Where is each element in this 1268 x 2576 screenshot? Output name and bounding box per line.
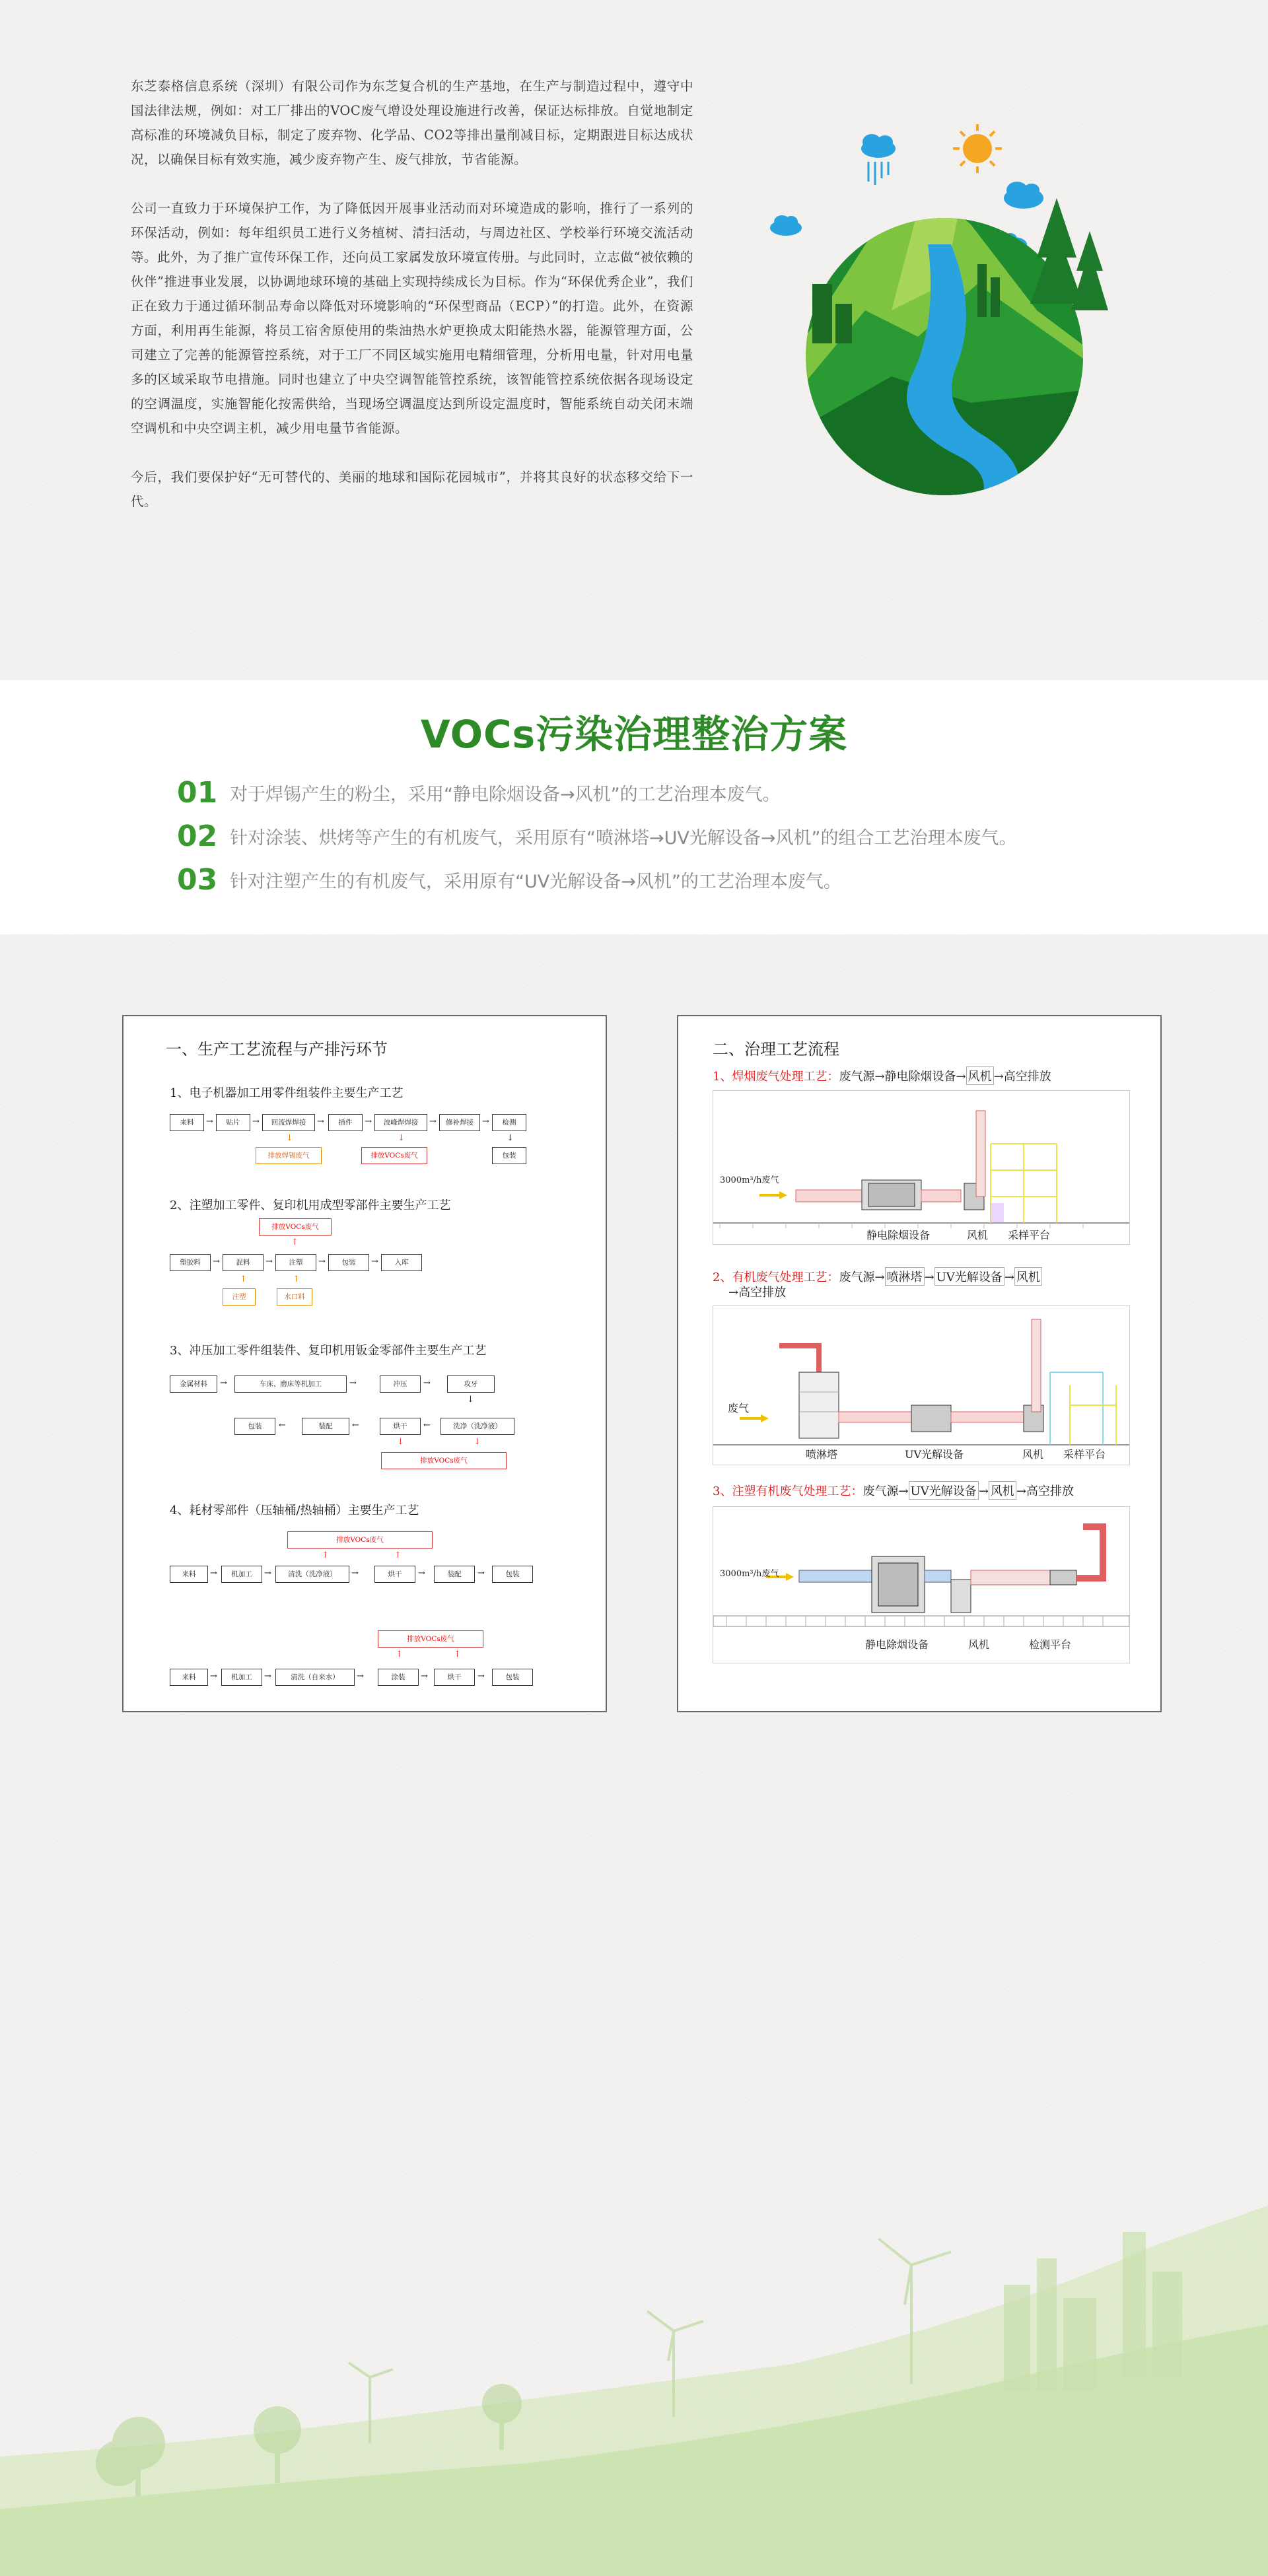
arrow-icon: → bbox=[365, 1117, 372, 1127]
arrow-icon: → bbox=[213, 1257, 220, 1267]
flow-step: 来料 bbox=[170, 1566, 208, 1583]
flow-step: 混料 bbox=[223, 1254, 264, 1271]
arrow-icon: ↑ bbox=[396, 1650, 403, 1659]
flow-node: 风机 bbox=[966, 1066, 994, 1085]
arrow-icon: ↓ bbox=[474, 1437, 481, 1447]
flow-node: 静电除烟设备 bbox=[884, 1070, 956, 1084]
arrow-icon: ← bbox=[279, 1420, 286, 1430]
treatment-label: 3、注塑有机废气处理工艺： bbox=[713, 1484, 863, 1498]
flow-node: UV光解设备 bbox=[909, 1481, 979, 1500]
flow-step: 攻牙 bbox=[447, 1375, 495, 1393]
equipment-label: 采样平台 bbox=[1008, 1229, 1051, 1241]
flow-step: 包装 bbox=[492, 1669, 533, 1686]
plan-text: 针对注塑产生的有机废气，采用原有“UV光解设备→风机”的工艺治理本废气。 bbox=[230, 871, 841, 892]
arrow-icon: → bbox=[418, 1568, 425, 1578]
flow-node: 风机 bbox=[1014, 1267, 1042, 1286]
arrow-icon: ↑ bbox=[454, 1650, 461, 1659]
emission-box: 排放焊锡废气 bbox=[256, 1147, 322, 1164]
arrow-icon: → bbox=[220, 1378, 227, 1388]
intro-paragraph: 东芝泰格信息系统（深圳）有限公司作为东芝复合机的生产基地，在生产与制造过程中，遵守中国法律法规，例如：对工厂排出的VOC废气增设处理设施进行改善，保证达标排放。自觉地制定高标准的环境减负目标，制定了废弃物、化学品、CO2等排出量削减目标，定期跟进目标达成状况，以确保目标有效实施，减少废弃物产生、废气排放，节省能源。 bbox=[131, 79, 693, 167]
arrow-icon: → bbox=[357, 1671, 364, 1681]
flow-step: 烘干 bbox=[374, 1566, 415, 1583]
equipment-label: UV光解设备 bbox=[905, 1448, 964, 1461]
arrow-icon: ↓ bbox=[398, 1133, 405, 1143]
arrow-icon: → bbox=[264, 1671, 271, 1681]
flow-step: 机加工 bbox=[221, 1669, 262, 1686]
flow-node: 高空排放 bbox=[738, 1286, 787, 1300]
arrow-icon: → bbox=[371, 1257, 378, 1267]
arrow-icon: → bbox=[317, 1117, 324, 1127]
arrow-icon: → bbox=[318, 1257, 326, 1267]
arrow-icon: → bbox=[264, 1568, 271, 1578]
plan-number: 01 bbox=[177, 775, 218, 810]
flow-node: 废气源 bbox=[839, 1070, 875, 1084]
plan-item bbox=[177, 860, 841, 899]
flow-step: 检测 bbox=[492, 1114, 526, 1131]
sun-icon bbox=[953, 124, 1002, 173]
flow-step: 冲压 bbox=[380, 1375, 421, 1393]
equipment-label: 静电除烟设备 bbox=[866, 1229, 931, 1241]
arrow-icon: → bbox=[421, 1671, 428, 1681]
arrow-icon: ↓ bbox=[507, 1133, 514, 1143]
equipment-label: 检测平台 bbox=[1029, 1638, 1072, 1651]
process-title: 2、注塑加工零件、复印机用成型零部件主要生产工艺 bbox=[170, 1199, 451, 1212]
arrow-icon: → bbox=[993, 1070, 1004, 1084]
flow-step: 波峰焊焊接 bbox=[374, 1114, 427, 1131]
flow-node: 高空排放 bbox=[1026, 1484, 1074, 1498]
flow-step: 包装 bbox=[492, 1566, 533, 1583]
arrow-icon: → bbox=[1016, 1484, 1026, 1498]
flow-step: 贴片 bbox=[216, 1114, 250, 1131]
flow-step: 来料 bbox=[170, 1669, 208, 1686]
plan-text: 对于焊锡产生的粉尘，采用“静电除烟设备→风机”的工艺治理本废气。 bbox=[230, 784, 781, 805]
flow-step: 烘干 bbox=[434, 1669, 475, 1686]
equipment-label: 风机 bbox=[968, 1638, 990, 1651]
cloud-icon bbox=[1004, 182, 1043, 209]
cloud-icon bbox=[861, 134, 896, 185]
treatment-process-panel bbox=[677, 1015, 1162, 1712]
flow-step: 车床、磨床等机加工 bbox=[234, 1375, 347, 1393]
arrow-icon: → bbox=[252, 1117, 260, 1127]
arrow-icon: ↑ bbox=[322, 1550, 329, 1560]
airflow-label: 废气 bbox=[728, 1402, 750, 1414]
arrow-icon: → bbox=[477, 1671, 485, 1681]
vocs-plan-section bbox=[0, 680, 1268, 934]
plan-number: 03 bbox=[177, 862, 218, 897]
arrow-icon: → bbox=[482, 1117, 489, 1127]
airflow-label: 3000m³/h废气 bbox=[720, 1569, 779, 1579]
arrow-icon: ↓ bbox=[467, 1395, 474, 1405]
arrow-icon: ↑ bbox=[293, 1274, 300, 1284]
emission-box: 排放VOCs废气 bbox=[361, 1147, 427, 1164]
equipment-label: 喷淋塔 bbox=[806, 1448, 838, 1461]
arrow-icon: → bbox=[349, 1378, 357, 1388]
intro-paragraph: 今后，我们要保护好“无可替代的、美丽的地球和国际花园城市”，并将其良好的状态移交给下一代。 bbox=[131, 470, 693, 509]
arrow-icon: → bbox=[728, 1286, 739, 1300]
arrow-icon: → bbox=[924, 1271, 934, 1284]
arrow-icon: → bbox=[956, 1070, 966, 1084]
arrow-icon: → bbox=[898, 1484, 909, 1498]
arrow-icon: → bbox=[874, 1271, 885, 1284]
arrow-icon: → bbox=[210, 1568, 217, 1578]
plan-item bbox=[177, 773, 781, 812]
arrow-icon: ↑ bbox=[240, 1274, 247, 1284]
flow-step: 包装 bbox=[234, 1418, 275, 1435]
process-title: 4、耗材零部件（压轴桶/热轴桶）主要生产工艺 bbox=[170, 1504, 419, 1517]
flow-step: 烘干 bbox=[380, 1418, 421, 1435]
flow-step: 包装 bbox=[328, 1254, 369, 1271]
arrow-icon: → bbox=[206, 1117, 213, 1127]
emission-box: 排放VOCs废气 bbox=[287, 1531, 433, 1549]
flow-node: 废气源 bbox=[839, 1271, 875, 1284]
arrow-icon: → bbox=[874, 1070, 885, 1084]
tree-icon bbox=[1030, 198, 1108, 310]
flow-step: 清洗（洗净液） bbox=[275, 1566, 349, 1583]
arrow-icon: → bbox=[978, 1484, 989, 1498]
arrow-icon: → bbox=[477, 1568, 485, 1578]
landscape-silhouette bbox=[0, 2166, 1268, 2576]
panel-title: 一、生产工艺流程与产排污环节 bbox=[166, 1040, 388, 1059]
flow-step: 塑胶料 bbox=[170, 1254, 211, 1271]
plan-text: 针对涂装、烘烤等产生的有机废气，采用原有“喷淋塔→UV光解设备→风机”的组合工艺治理本废气。 bbox=[230, 827, 1017, 849]
arrow-icon: ← bbox=[352, 1420, 359, 1430]
equipment-label: 风机 bbox=[1022, 1448, 1044, 1461]
arrow-icon: → bbox=[265, 1257, 273, 1267]
green-earth-illustration bbox=[759, 112, 1143, 508]
arrow-icon: → bbox=[351, 1568, 359, 1578]
flow-node: 喷淋塔 bbox=[885, 1267, 925, 1286]
flow-step: 修补焊接 bbox=[439, 1114, 480, 1131]
emission-box: 排放VOCs废气 bbox=[259, 1218, 332, 1236]
flow-step: 插件 bbox=[328, 1114, 363, 1131]
flow-step: 来料 bbox=[170, 1114, 204, 1131]
arrow-icon: ↓ bbox=[286, 1133, 293, 1143]
process-title: 1、电子机器加工用零件组装件主要生产工艺 bbox=[170, 1086, 404, 1100]
arrow-icon: ↓ bbox=[397, 1437, 404, 1447]
arrow-icon: → bbox=[1004, 1271, 1014, 1284]
intro-text bbox=[131, 74, 693, 538]
treatment-diagram bbox=[713, 1506, 1130, 1663]
flow-step: 洗净（洗净液） bbox=[440, 1418, 514, 1435]
equipment-label: 风机 bbox=[967, 1229, 989, 1241]
flow-step: 金属材料 bbox=[170, 1375, 217, 1393]
equipment-drawing bbox=[713, 1091, 1129, 1244]
flow-step: 装配 bbox=[302, 1418, 349, 1435]
flow-node: 高空排放 bbox=[1003, 1070, 1051, 1084]
airflow-label: 3000m³/h废气 bbox=[720, 1175, 779, 1185]
flow-step: 注塑 bbox=[275, 1254, 316, 1271]
treatment-flow-line bbox=[713, 1066, 1051, 1085]
flow-step: 机加工 bbox=[221, 1566, 262, 1583]
flow-step: 清洗（自来水） bbox=[275, 1669, 355, 1686]
flow-step: 入库 bbox=[381, 1254, 422, 1271]
production-process-panel bbox=[122, 1015, 607, 1712]
flow-step: 装配 bbox=[434, 1566, 475, 1583]
treatment-flow-line bbox=[728, 1283, 786, 1300]
equipment-label: 静电除烟设备 bbox=[865, 1638, 929, 1651]
process-title: 3、冲压加工零件组装件、复印机用钣金零部件主要生产工艺 bbox=[170, 1344, 487, 1358]
input-box: 水口料 bbox=[277, 1288, 312, 1305]
intro-paragraph: 公司一直致力于环境保护工作，为了降低因开展事业活动而对环境造成的影响，推行了一系列的环保活动，例如：每年组织员工进行义务植树、清扫活动，与周边社区、学校举行环境交流活动等。此外，为了推广宣传环保工作，还向员工家属发放环境宣传册。与此同时，立志做“被依赖的伙伴”推进事业发展，以协调地球环境的基础上实现持续成长为目标。作为“环保优秀企业”，我们正在致力于通过循环制品寿命以降低对环境影响的“环保型商品（ECP）”的打造。此外，在资源方面，利用再生能源，将员工宿舍原使用的柴油热水炉更换成太阳能热水器，能源管理方面，公司建立了完善的能源管控系统，对于工厂不同区域实施用电精细管理，分析用电量，针对用电量多的区域采取节电措施。同时也建立了中央空调智能管控系统，该智能管控系统依据各现场设定的空调温度，实施智能化按需供给，当现场空调温度达到所设定温度时，智能系统自动关闭末端空调机和中央空调主机，减少用电量节省能源。 bbox=[131, 201, 693, 436]
arrow-icon: ← bbox=[423, 1420, 431, 1430]
emission-box: 排放VOCs废气 bbox=[381, 1452, 507, 1469]
arrow-icon: ↑ bbox=[291, 1237, 299, 1247]
equipment-drawing bbox=[713, 1306, 1129, 1465]
flow-step: 包装 bbox=[492, 1147, 526, 1164]
treatment-label: 2、有机废气处理工艺： bbox=[713, 1271, 839, 1284]
arrow-icon: → bbox=[210, 1671, 217, 1681]
treatment-label: 1、焊烟废气处理工艺： bbox=[713, 1070, 839, 1084]
flow-node: 废气源 bbox=[863, 1484, 899, 1498]
arrow-icon: → bbox=[429, 1117, 437, 1127]
arrow-icon: → bbox=[423, 1378, 431, 1388]
cloud-icon bbox=[770, 215, 802, 236]
arrow-icon: ↑ bbox=[394, 1550, 402, 1560]
section-title: VOCs污染治理整治方案 bbox=[420, 712, 848, 757]
panel-title: 二、治理工艺流程 bbox=[713, 1040, 839, 1059]
treatment-diagram bbox=[713, 1305, 1130, 1465]
flow-step: 回流焊焊接 bbox=[262, 1114, 315, 1131]
treatment-flow-line bbox=[713, 1481, 1074, 1500]
input-box: 注塑 bbox=[223, 1288, 256, 1305]
plan-item bbox=[177, 816, 1016, 856]
treatment-diagram bbox=[713, 1090, 1130, 1245]
flow-node: UV光解设备 bbox=[934, 1267, 1004, 1286]
equipment-label: 采样平台 bbox=[1063, 1448, 1106, 1461]
emission-box: 排放VOCs废气 bbox=[378, 1630, 483, 1648]
flow-node: 风机 bbox=[989, 1481, 1016, 1500]
flow-step: 涂装 bbox=[378, 1669, 419, 1686]
plan-number: 02 bbox=[177, 819, 218, 853]
